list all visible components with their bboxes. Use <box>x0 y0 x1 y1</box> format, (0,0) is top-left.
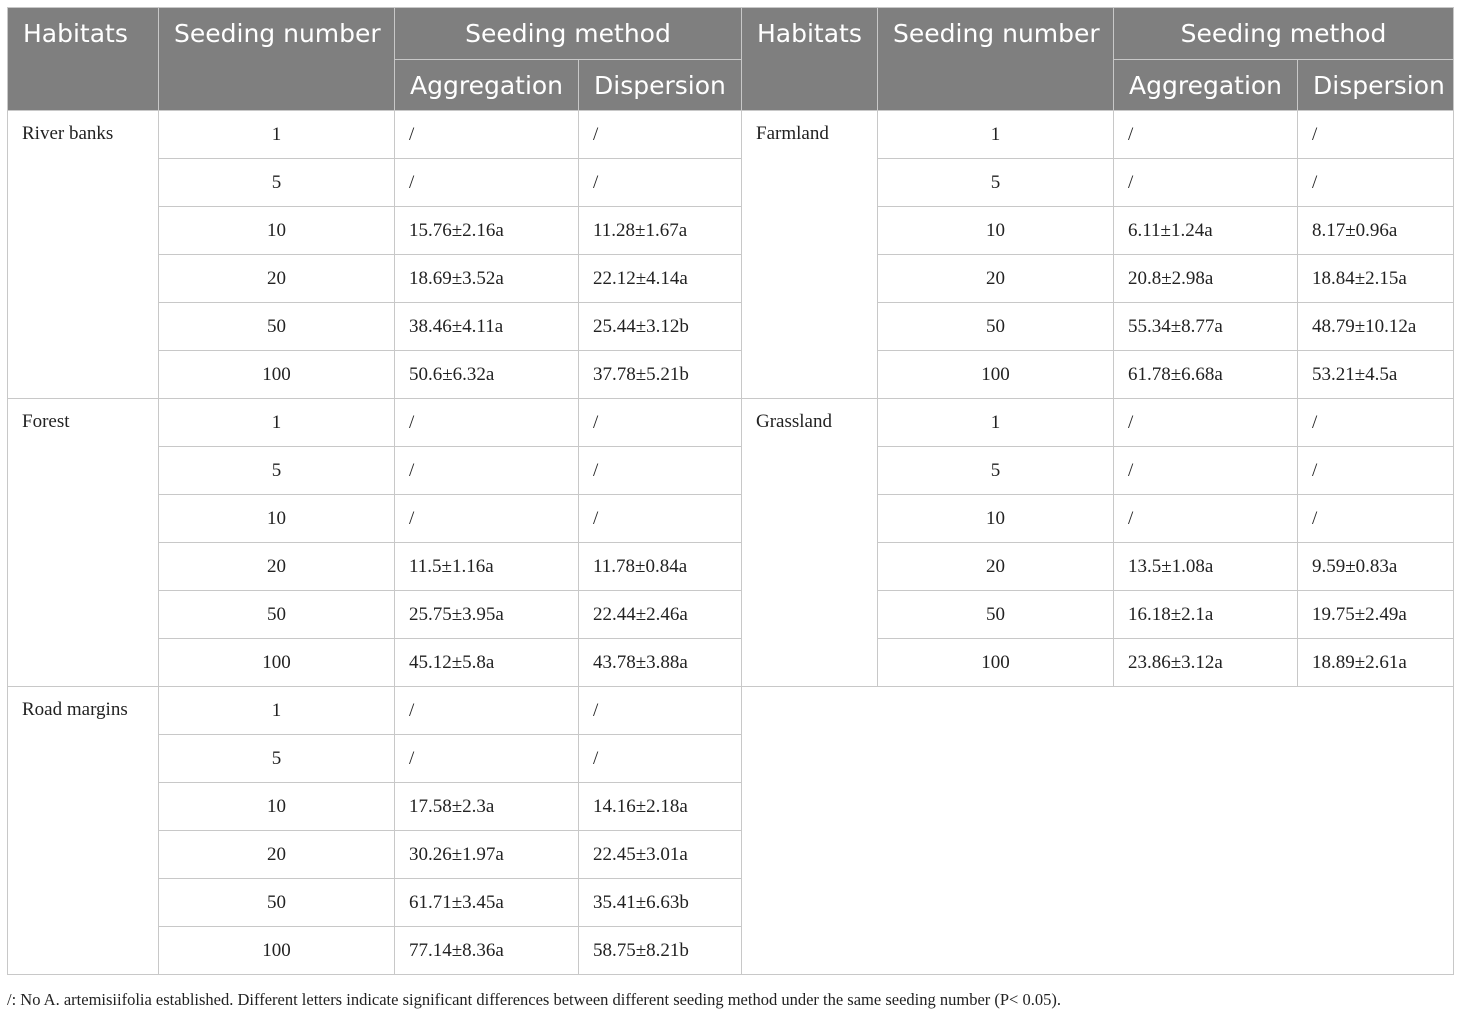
seeding-number-cell: 1 <box>878 111 1114 159</box>
habitat-cell: River banks <box>8 111 159 399</box>
dispersion-cell: 8.17±0.96a <box>1298 207 1454 255</box>
aggregation-cell: 16.18±2.1a <box>1114 591 1298 639</box>
seeding-number-cell: 5 <box>878 159 1114 207</box>
header-seeding-method-left: Seeding method <box>395 8 742 60</box>
aggregation-cell: / <box>395 111 579 159</box>
header-dispersion-left: Dispersion <box>579 60 742 111</box>
aggregation-cell: / <box>395 447 579 495</box>
dispersion-cell: 22.45±3.01a <box>579 831 742 879</box>
dispersion-cell: / <box>1298 447 1454 495</box>
table-row <box>8 591 1454 639</box>
results-table <box>7 7 1454 975</box>
seeding-number-cell: 20 <box>159 831 395 879</box>
aggregation-cell: 20.8±2.98a <box>1114 255 1298 303</box>
aggregation-cell: 30.26±1.97a <box>395 831 579 879</box>
table-row <box>8 351 1454 399</box>
seeding-number-cell: 20 <box>159 255 395 303</box>
seeding-number-cell: 1 <box>159 399 395 447</box>
table-row <box>8 399 1454 447</box>
aggregation-cell: 61.78±6.68a <box>1114 351 1298 399</box>
table-row <box>8 255 1454 303</box>
dispersion-cell: 25.44±3.12b <box>579 303 742 351</box>
header-habitats-left: Habitats <box>8 8 159 111</box>
aggregation-cell: / <box>1114 159 1298 207</box>
dispersion-cell: / <box>579 111 742 159</box>
table-row <box>8 303 1454 351</box>
dispersion-cell: / <box>1298 111 1454 159</box>
header-dispersion-right: Dispersion <box>1298 60 1454 111</box>
seeding-number-cell: 1 <box>159 111 395 159</box>
table-footnote: /: No A. artemisiifolia established. Different letters indicate significant differences between different seeding method under the same seeding number (P< 0.05). <box>7 990 1061 1009</box>
aggregation-cell: / <box>395 687 579 735</box>
aggregation-cell: 77.14±8.36a <box>395 927 579 975</box>
dispersion-cell: 19.75±2.49a <box>1298 591 1454 639</box>
table-row <box>8 543 1454 591</box>
dispersion-cell: / <box>1298 159 1454 207</box>
header-seeding-method-right: Seeding method <box>1114 8 1454 60</box>
aggregation-cell: 45.12±5.8a <box>395 639 579 687</box>
aggregation-cell: 55.34±8.77a <box>1114 303 1298 351</box>
header-seeding-number-left: Seeding number <box>159 8 395 111</box>
habitat-cell: Grassland <box>742 399 878 687</box>
aggregation-cell: 15.76±2.16a <box>395 207 579 255</box>
seeding-number-cell: 5 <box>159 735 395 783</box>
dispersion-cell: 9.59±0.83a <box>1298 543 1454 591</box>
seeding-number-cell: 50 <box>159 879 395 927</box>
aggregation-cell: / <box>1114 399 1298 447</box>
aggregation-cell: 17.58±2.3a <box>395 783 579 831</box>
aggregation-cell: / <box>395 159 579 207</box>
habitat-cell: Forest <box>8 399 159 687</box>
table-row <box>8 111 1454 159</box>
aggregation-cell: / <box>1114 495 1298 543</box>
seeding-number-cell: 20 <box>159 543 395 591</box>
aggregation-cell: 6.11±1.24a <box>1114 207 1298 255</box>
aggregation-cell: / <box>395 495 579 543</box>
aggregation-cell: / <box>395 735 579 783</box>
header-aggregation-right: Aggregation <box>1114 60 1298 111</box>
seeding-number-cell: 50 <box>159 591 395 639</box>
dispersion-cell: 22.12±4.14a <box>579 255 742 303</box>
dispersion-cell: / <box>579 495 742 543</box>
aggregation-cell: / <box>1114 111 1298 159</box>
seeding-number-cell: 50 <box>159 303 395 351</box>
dispersion-cell: 18.84±2.15a <box>1298 255 1454 303</box>
aggregation-cell: / <box>1114 447 1298 495</box>
aggregation-cell: 11.5±1.16a <box>395 543 579 591</box>
dispersion-cell: 48.79±10.12a <box>1298 303 1454 351</box>
header-aggregation-left: Aggregation <box>395 60 579 111</box>
table-row <box>8 159 1454 207</box>
seeding-number-cell: 10 <box>159 207 395 255</box>
seeding-number-cell: 20 <box>878 543 1114 591</box>
aggregation-cell: 13.5±1.08a <box>1114 543 1298 591</box>
dispersion-cell: 14.16±2.18a <box>579 783 742 831</box>
habitat-cell: Farmland <box>742 111 878 399</box>
seeding-number-cell: 10 <box>159 495 395 543</box>
habitat-cell: Road margins <box>8 687 159 975</box>
dispersion-cell: 58.75±8.21b <box>579 927 742 975</box>
dispersion-cell: 11.28±1.67a <box>579 207 742 255</box>
dispersion-cell: 37.78±5.21b <box>579 351 742 399</box>
dispersion-cell: / <box>579 447 742 495</box>
seeding-number-cell: 5 <box>878 447 1114 495</box>
dispersion-cell: 35.41±6.63b <box>579 879 742 927</box>
table-row <box>8 207 1454 255</box>
header-habitats-right: Habitats <box>742 8 878 111</box>
aggregation-cell: 61.71±3.45a <box>395 879 579 927</box>
table-row <box>8 447 1454 495</box>
seeding-number-cell: 50 <box>878 591 1114 639</box>
dispersion-cell: / <box>579 687 742 735</box>
dispersion-cell: / <box>1298 399 1454 447</box>
empty-area <box>742 687 1454 975</box>
aggregation-cell: 18.69±3.52a <box>395 255 579 303</box>
aggregation-cell: 50.6±6.32a <box>395 351 579 399</box>
seeding-number-cell: 5 <box>159 159 395 207</box>
table-row <box>8 495 1454 543</box>
table-body <box>8 111 1454 975</box>
dispersion-cell: 43.78±3.88a <box>579 639 742 687</box>
seeding-number-cell: 1 <box>159 687 395 735</box>
seeding-number-cell: 1 <box>878 399 1114 447</box>
seeding-number-cell: 100 <box>159 351 395 399</box>
seeding-number-cell: 100 <box>878 639 1114 687</box>
dispersion-cell: 18.89±2.61a <box>1298 639 1454 687</box>
table-row <box>8 639 1454 687</box>
seeding-number-cell: 100 <box>878 351 1114 399</box>
seeding-number-cell: 10 <box>878 495 1114 543</box>
seeding-number-cell: 100 <box>159 639 395 687</box>
table-row <box>8 687 1454 735</box>
aggregation-cell: 38.46±4.11a <box>395 303 579 351</box>
aggregation-cell: / <box>395 399 579 447</box>
dispersion-cell: 11.78±0.84a <box>579 543 742 591</box>
header-seeding-number-right: Seeding number <box>878 8 1114 111</box>
aggregation-cell: 23.86±3.12a <box>1114 639 1298 687</box>
dispersion-cell: 22.44±2.46a <box>579 591 742 639</box>
dispersion-cell: / <box>579 735 742 783</box>
seeding-number-cell: 20 <box>878 255 1114 303</box>
dispersion-cell: / <box>579 399 742 447</box>
seeding-number-cell: 100 <box>159 927 395 975</box>
seeding-number-cell: 50 <box>878 303 1114 351</box>
seeding-number-cell: 10 <box>159 783 395 831</box>
dispersion-cell: 53.21±4.5a <box>1298 351 1454 399</box>
dispersion-cell: / <box>1298 495 1454 543</box>
seeding-number-cell: 5 <box>159 447 395 495</box>
aggregation-cell: 25.75±3.95a <box>395 591 579 639</box>
seeding-number-cell: 10 <box>878 207 1114 255</box>
dispersion-cell: / <box>579 159 742 207</box>
